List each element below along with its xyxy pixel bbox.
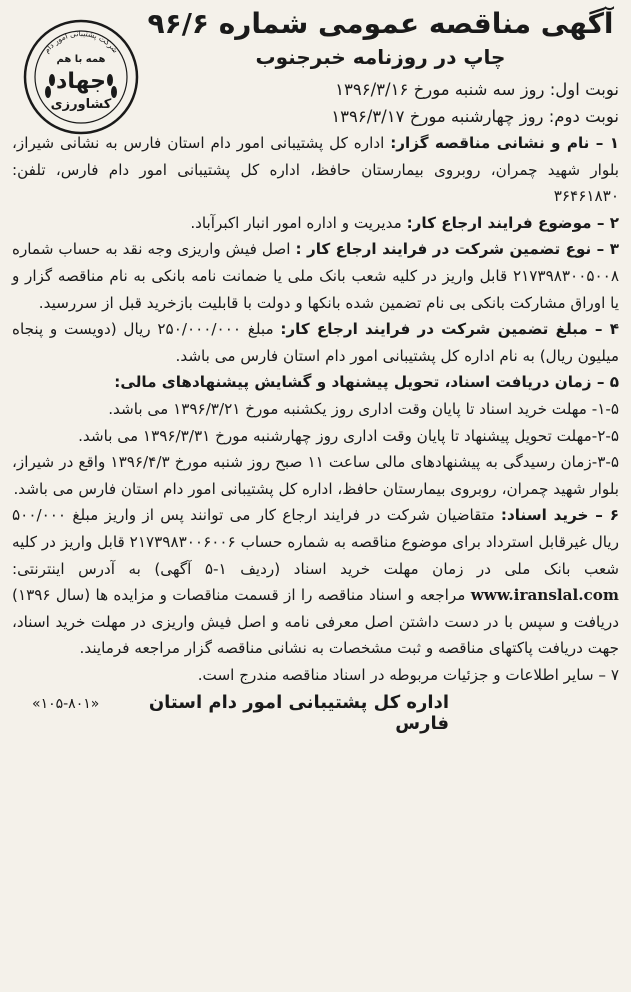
section-6-text-b: مراجعه و اسناد مناقصه را از قسمت مناقصات و مزایده ها (سال ۱۳۹۶) دریافت و سپس با در دست داشتن اصل معرفی نامه و اصل فیش واریزی در مهلت خرید اسناد، جهت دریافت پاکتهای مناقصه و ثبت مشخصات به نشانی مناقصه گزار مراجعه فرمایند. (12, 586, 619, 658)
section-2 (12, 210, 619, 237)
first-publication-date: نوبت اول: روز سه شنبه مورخ ۱۳۹۶/۳/۱۶ (335, 80, 619, 99)
notice-title: آگهی مناقصه عمومی شماره ۹۶/۶ (147, 7, 614, 40)
logo-main-text: جهاد (56, 69, 106, 94)
section-7: ۷ – سایر اطلاعات و جزئیات مربوطه در اسناد مناقصه مندرج است. (197, 665, 619, 684)
issuing-organization: اداره کل پشتیبانی امور دام استان فارس (148, 692, 449, 735)
section-1-title: ۱ – نام و نشانی مناقصه گزار: (390, 134, 620, 152)
section-5-3: ۳-۵-زمان رسیدگی به پیشنهادهای مالی ساعت ۱۱ صبح روز شنبه مورخ ۱۳۹۶/۴/۳ واقع در شیراز، بلوار شهید چمران، روبروی بیمارستان حافظ، اداره کل پشتیبانی امور دام استان فارس می باشد. (12, 453, 620, 498)
section-5-2: ۲-۵-مهلت تحویل پیشنهاد تا پایان وقت اداری روز چهارشنبه مورخ ۱۳۹۶/۳/۳۱ می باشد. (78, 426, 619, 445)
section-4-title: ۴ – مبلغ تضمین شرکت در فرایند ارجاع کار: (280, 320, 619, 339)
website-link[interactable]: www.iranslal.com (470, 586, 619, 605)
section-6-title: ۶ – خرید اسناد: (500, 506, 619, 525)
section-1-text: اداره کل پشتیبانی امور دام استان فارس به نشانی شیراز، بلوار شهید چمران، روبروی بیمارستان حافظ، اداره کل پشتیبانی امور دام فارس، تلفن: ۳۶۴۶۱۸۳۰ (12, 134, 619, 206)
logo-top-text: همه با هم (56, 54, 106, 65)
jahad-keshavarzi-logo (22, 18, 140, 136)
section-4-text: مبلغ ۲۵۰/۰۰۰/۰۰۰ ریال (دویست و پنجاه میلیون ریال) به نام اداره کل پشتیبانی امور دام استان فارس می باشد. (12, 320, 619, 365)
section-5-title: ۵ – زمان دریافت اسناد، تحویل پیشنهاد و گشایش پیشنهادهای مالی: (114, 373, 619, 392)
logo-arc-text: شرکت پشتیبانی امور دام (41, 29, 121, 55)
section-1 (12, 130, 619, 210)
section-4 (12, 316, 619, 369)
notice-body (12, 130, 619, 688)
section-2-title: ۲ – موضوع فرایند ارجاع کار: (406, 213, 619, 232)
section-3-title: ۳ – نوع تضمین شرکت در فرایند ارجاع کار : (295, 240, 619, 259)
section-6-text-a: متقاضیان شرکت در فرایند ارجاع کار می توانند پس از واریز مبلغ ۵۰۰/۰۰۰ ریال غیرقابل استرداد برای موضوع مناقصه به شماره حساب ۲۱۷۳۹۸۳۰۰۶۰۰۶ قابل واریز در کلیه شعب بانک ملی در زمان مهلت خرید اسناد (ردیف ۱-۵ آگهی) به آدرس اینترنتی: (12, 506, 619, 578)
section-3-text: اصل فیش واریزی وجه نقد به حساب شماره ۲۱۷۳۹۸۳۰۰۵۰۰۸ قابل واریز در کلیه شعب بانک ملی یا ضمانت نامه بانکی به نام مناقصه گزار و یا اوراق مشارکت بانکی بی نام تضمین شده بانکها و دولت با قابلیت بازخرید قبل از سررسید. (12, 240, 619, 312)
notice-code: «۱۰۵-۸۰۱» (32, 696, 100, 713)
section-5-1: ۱-۵- مهلت خرید اسناد تا پایان وقت اداری روز یکشنبه مورخ ۱۳۹۶/۳/۲۱ می باشد. (108, 399, 619, 418)
section-2-text: مدیریت و اداره امور انبار اکبرآباد. (190, 213, 407, 232)
publication-dates (142, 76, 619, 130)
section-3 (12, 236, 619, 316)
footer (12, 692, 619, 734)
header (142, 6, 619, 70)
second-publication-date: نوبت دوم: روز چهارشنبه مورخ ۱۳۹۶/۳/۱۷ (331, 107, 619, 126)
notice-subtitle: چاپ در روزنامه خبرجنوب (255, 45, 506, 69)
section-6 (12, 502, 619, 662)
logo-bottom-text: کشاورزی (50, 97, 112, 112)
